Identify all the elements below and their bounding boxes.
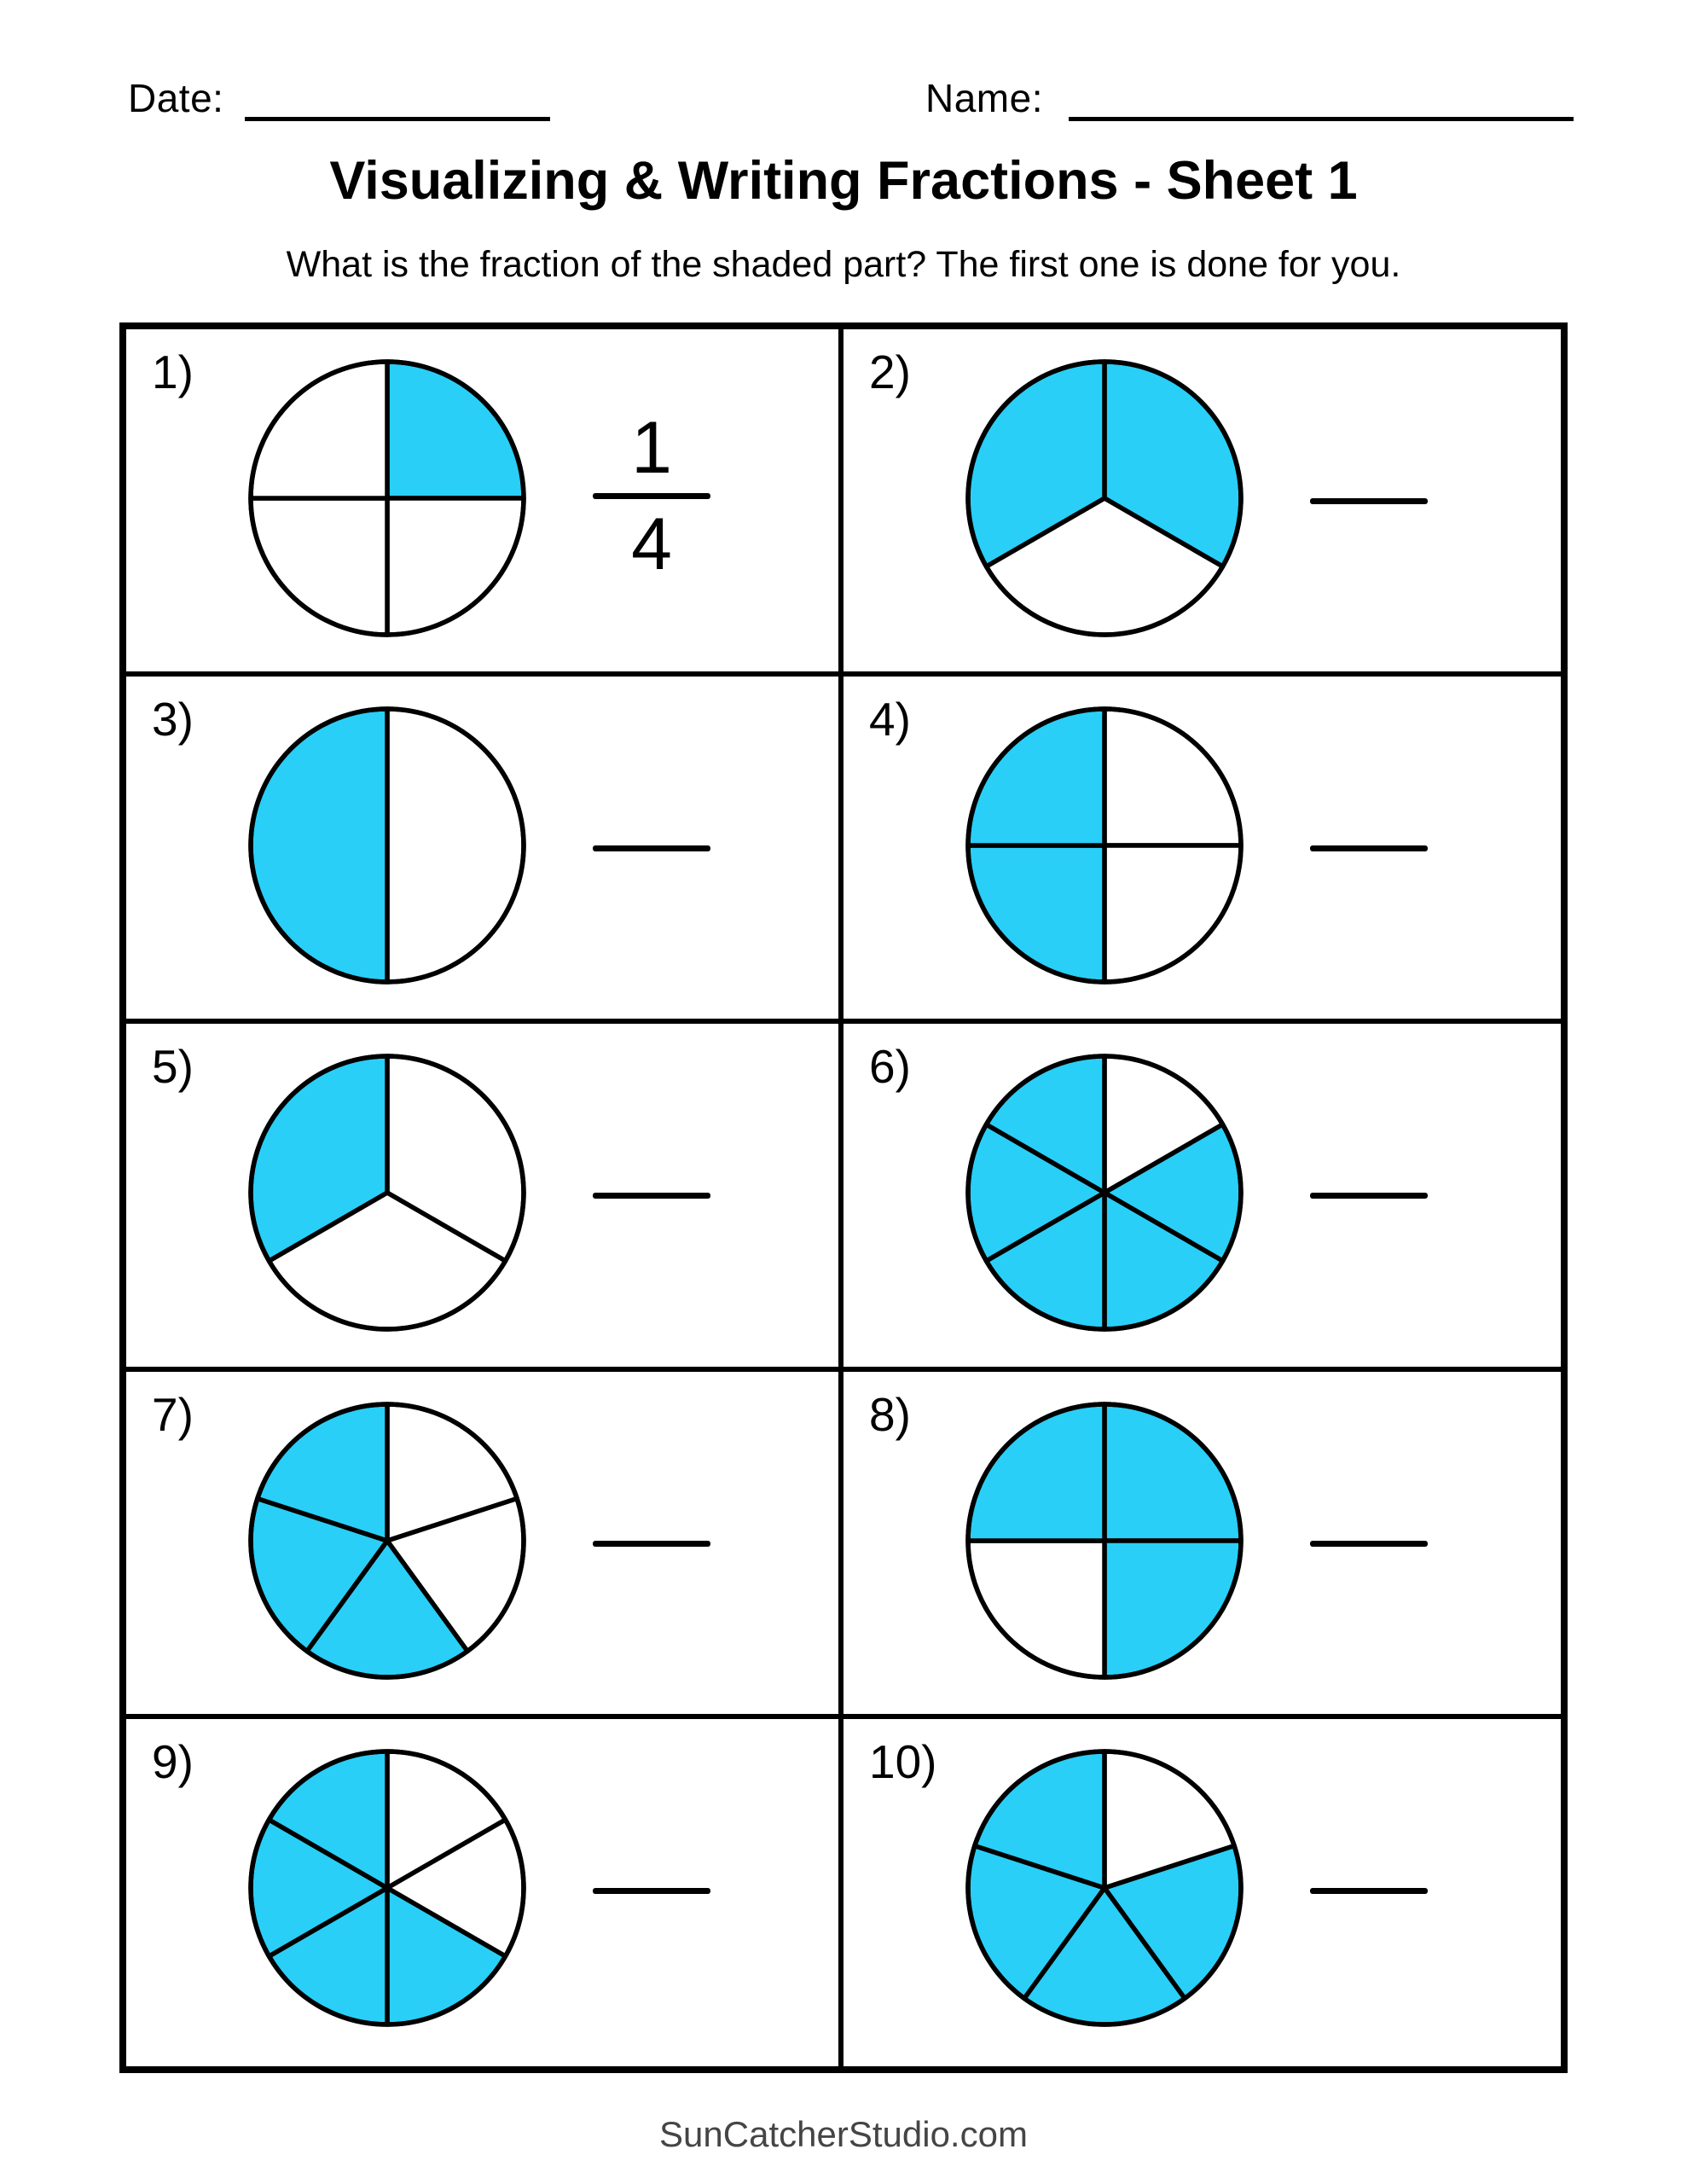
problem-cell	[844, 1719, 1561, 2066]
fraction-bar	[593, 493, 710, 499]
problem-cell	[844, 1024, 1561, 1371]
answer-blank	[593, 845, 710, 851]
answer-blank	[1310, 498, 1428, 504]
problem-cell	[126, 1719, 844, 2066]
answer-blank	[1310, 1888, 1428, 1894]
problem-number: 6)	[869, 1040, 911, 1094]
problems-grid	[119, 322, 1568, 2073]
fraction-pie-chart	[961, 355, 1248, 642]
footer-credit: SunCatcherStudio.com	[659, 2114, 1028, 2154]
answer-blank	[1310, 845, 1428, 851]
answer-fraction	[593, 407, 710, 585]
fraction-pie-chart	[961, 1745, 1248, 2031]
name-underline	[1069, 117, 1574, 121]
problem-cell	[126, 1372, 844, 1719]
answer-blank	[593, 1193, 710, 1199]
problem-number: 8)	[869, 1387, 911, 1441]
name-label: Name:	[925, 76, 1043, 120]
answer-blank	[593, 1888, 710, 1894]
page-instructions: What is the fraction of the shaded part? The first one is done for you.	[286, 244, 1401, 285]
pie-sector-unshaded	[387, 709, 524, 982]
problem-number: 5)	[152, 1040, 194, 1094]
fraction-pie-chart	[244, 1397, 530, 1684]
problem-number: 4)	[869, 693, 911, 746]
problem-cell	[844, 329, 1561, 677]
problem-number: 3)	[152, 693, 194, 746]
problem-number: 9)	[152, 1734, 194, 1788]
fraction-pie-chart	[961, 1397, 1248, 1684]
fraction-pie-chart	[961, 1049, 1248, 1336]
page-title: Visualizing & Writing Fractions - Sheet 1	[329, 151, 1358, 211]
problem-cell	[844, 677, 1561, 1024]
fraction-pie-chart	[244, 702, 530, 989]
fraction-pie-chart	[244, 1745, 530, 2031]
date-label: Date:	[128, 76, 224, 120]
problem-cell	[844, 1372, 1561, 1719]
date-underline	[245, 117, 550, 121]
fraction-numerator: 1	[631, 407, 672, 489]
fraction-pie-chart	[244, 355, 530, 642]
problem-number: 7)	[152, 1387, 194, 1441]
problem-number: 10)	[869, 1734, 937, 1788]
answer-blank	[1310, 1541, 1428, 1547]
fraction-pie-chart	[244, 1049, 530, 1336]
problem-cell	[126, 1024, 844, 1371]
problem-number: 2)	[869, 346, 911, 398]
fraction-pie-chart	[961, 702, 1248, 989]
answer-blank	[1310, 1193, 1428, 1199]
answer-blank	[593, 1541, 710, 1547]
problem-number: 1)	[152, 346, 194, 398]
problem-cell	[126, 677, 844, 1024]
pie-sector-shaded	[251, 709, 387, 982]
problem-cell	[126, 329, 844, 677]
fraction-denominator: 4	[631, 503, 672, 585]
